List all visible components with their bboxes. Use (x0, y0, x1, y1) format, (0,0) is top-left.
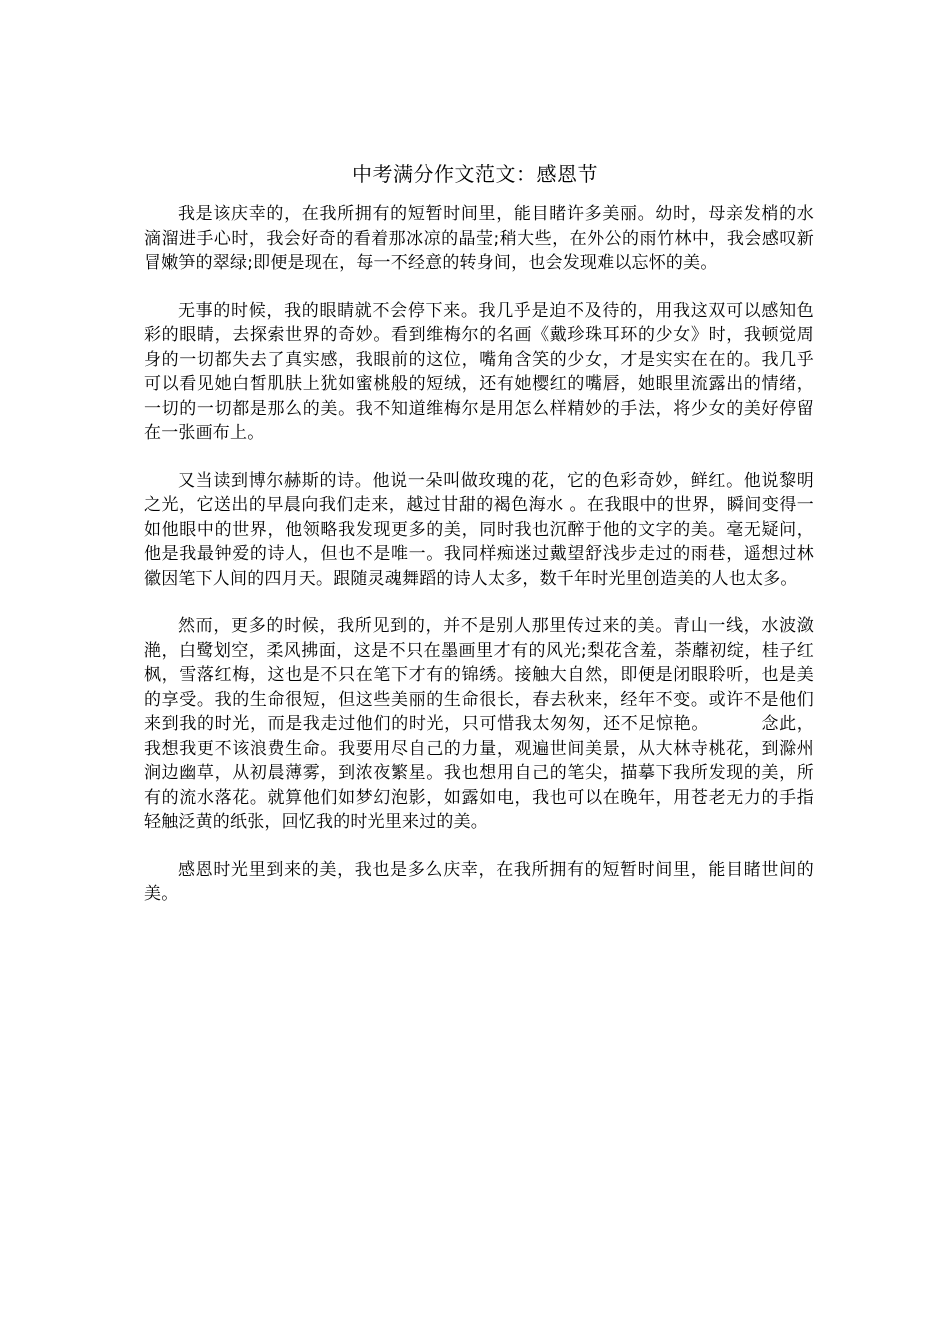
paragraph-4-part-2: 念此，我想我更不该浪费生命。我要用尽自己的力量，观遍世间美景，从大林寺桃花，到滁州涧边幽草，从初晨薄雾，到浓夜繁星。我也想用自己的笔尖，描摹下我所发现的美，所有的流水落花。就算他们如梦幻泡影，如露如电，我也可以在晚年，用苍老无力的手指轻触泛黄的纸张，回忆我的时光里来过的美。 (144, 714, 814, 832)
paragraph-5: 感恩时光里到来的美，我也是多么庆幸，在我所拥有的短暂时间里，能目睹世间的美。 (144, 859, 814, 904)
paragraph-4-part-1: 然而，更多的时候，我所见到的，并不是别人那里传过来的美。青山一线，水波潋滟，白鹭划空，柔风拂面，这是不只在墨画里才有的风光;梨花含羞，荼蘼初绽，桂子红枫，雪落红梅，这也是不只在笔下才有的锦绣。接触大自然，即便是闭眼聆听，也是美的享受。我的生命很短，但这些美丽的生命很长，春去秋来，经年不变。或许不是他们来到我的时光，而是我走过他们的时光，只可惜我太匆匆，还不足惊艳。 (144, 616, 814, 734)
paragraph-2: 无事的时候，我的眼睛就不会停下来。我几乎是迫不及待的，用我这双可以感知色彩的眼睛，去探索世界的奇妙。看到维梅尔的名画《戴珍珠耳环的少女》时，我顿觉周身的一切都失去了真实感，我眼前的这位，嘴角含笑的少女，才是实实在在的。我几乎可以看见她白皙肌肤上犹如蜜桃般的短绒，还有她樱红的嘴唇，她眼里流露出的情绪，一切的一切都是那么的美。我不知道维梅尔是用怎么样精妙的手法，将少女的美好停留在一张画布上。 (144, 300, 814, 443)
document-title: 中考满分作文范文：感恩节 (352, 162, 598, 186)
paragraph-3: 又当读到博尔赫斯的诗。他说一朵叫做玫瑰的花，它的色彩奇妙，鲜红。他说黎明之光，它送出的早晨向我们走来，越过甘甜的褐色海水 。在我眼中的世界，瞬间变得一如他眼中的世界，他领略我发现更多的美，同时我也沉醉于他的文字的美。毫无疑问，他是我最钟爱的诗人，但也不是唯一。我同样痴迷过戴望舒浅步走过的雨巷，遥想过林徽因笔下人间的四月天。跟随灵魂舞蹈的诗人太多，数千年时光里创造美的人也太多。 (144, 470, 814, 589)
paragraph-4 (144, 614, 814, 835)
document-body (144, 202, 814, 930)
paragraph-1: 我是该庆幸的，在我所拥有的短暂时间里，能目睹许多美丽。幼时，母亲发梢的水滴溜进手心时，我会好奇的看着那冰凉的晶莹;稍大些，在外公的雨竹林中，我会感叹新冒嫩笋的翠绿;即便是现在，每一不经意的转身间，也会发现难以忘怀的美。 (144, 204, 814, 273)
